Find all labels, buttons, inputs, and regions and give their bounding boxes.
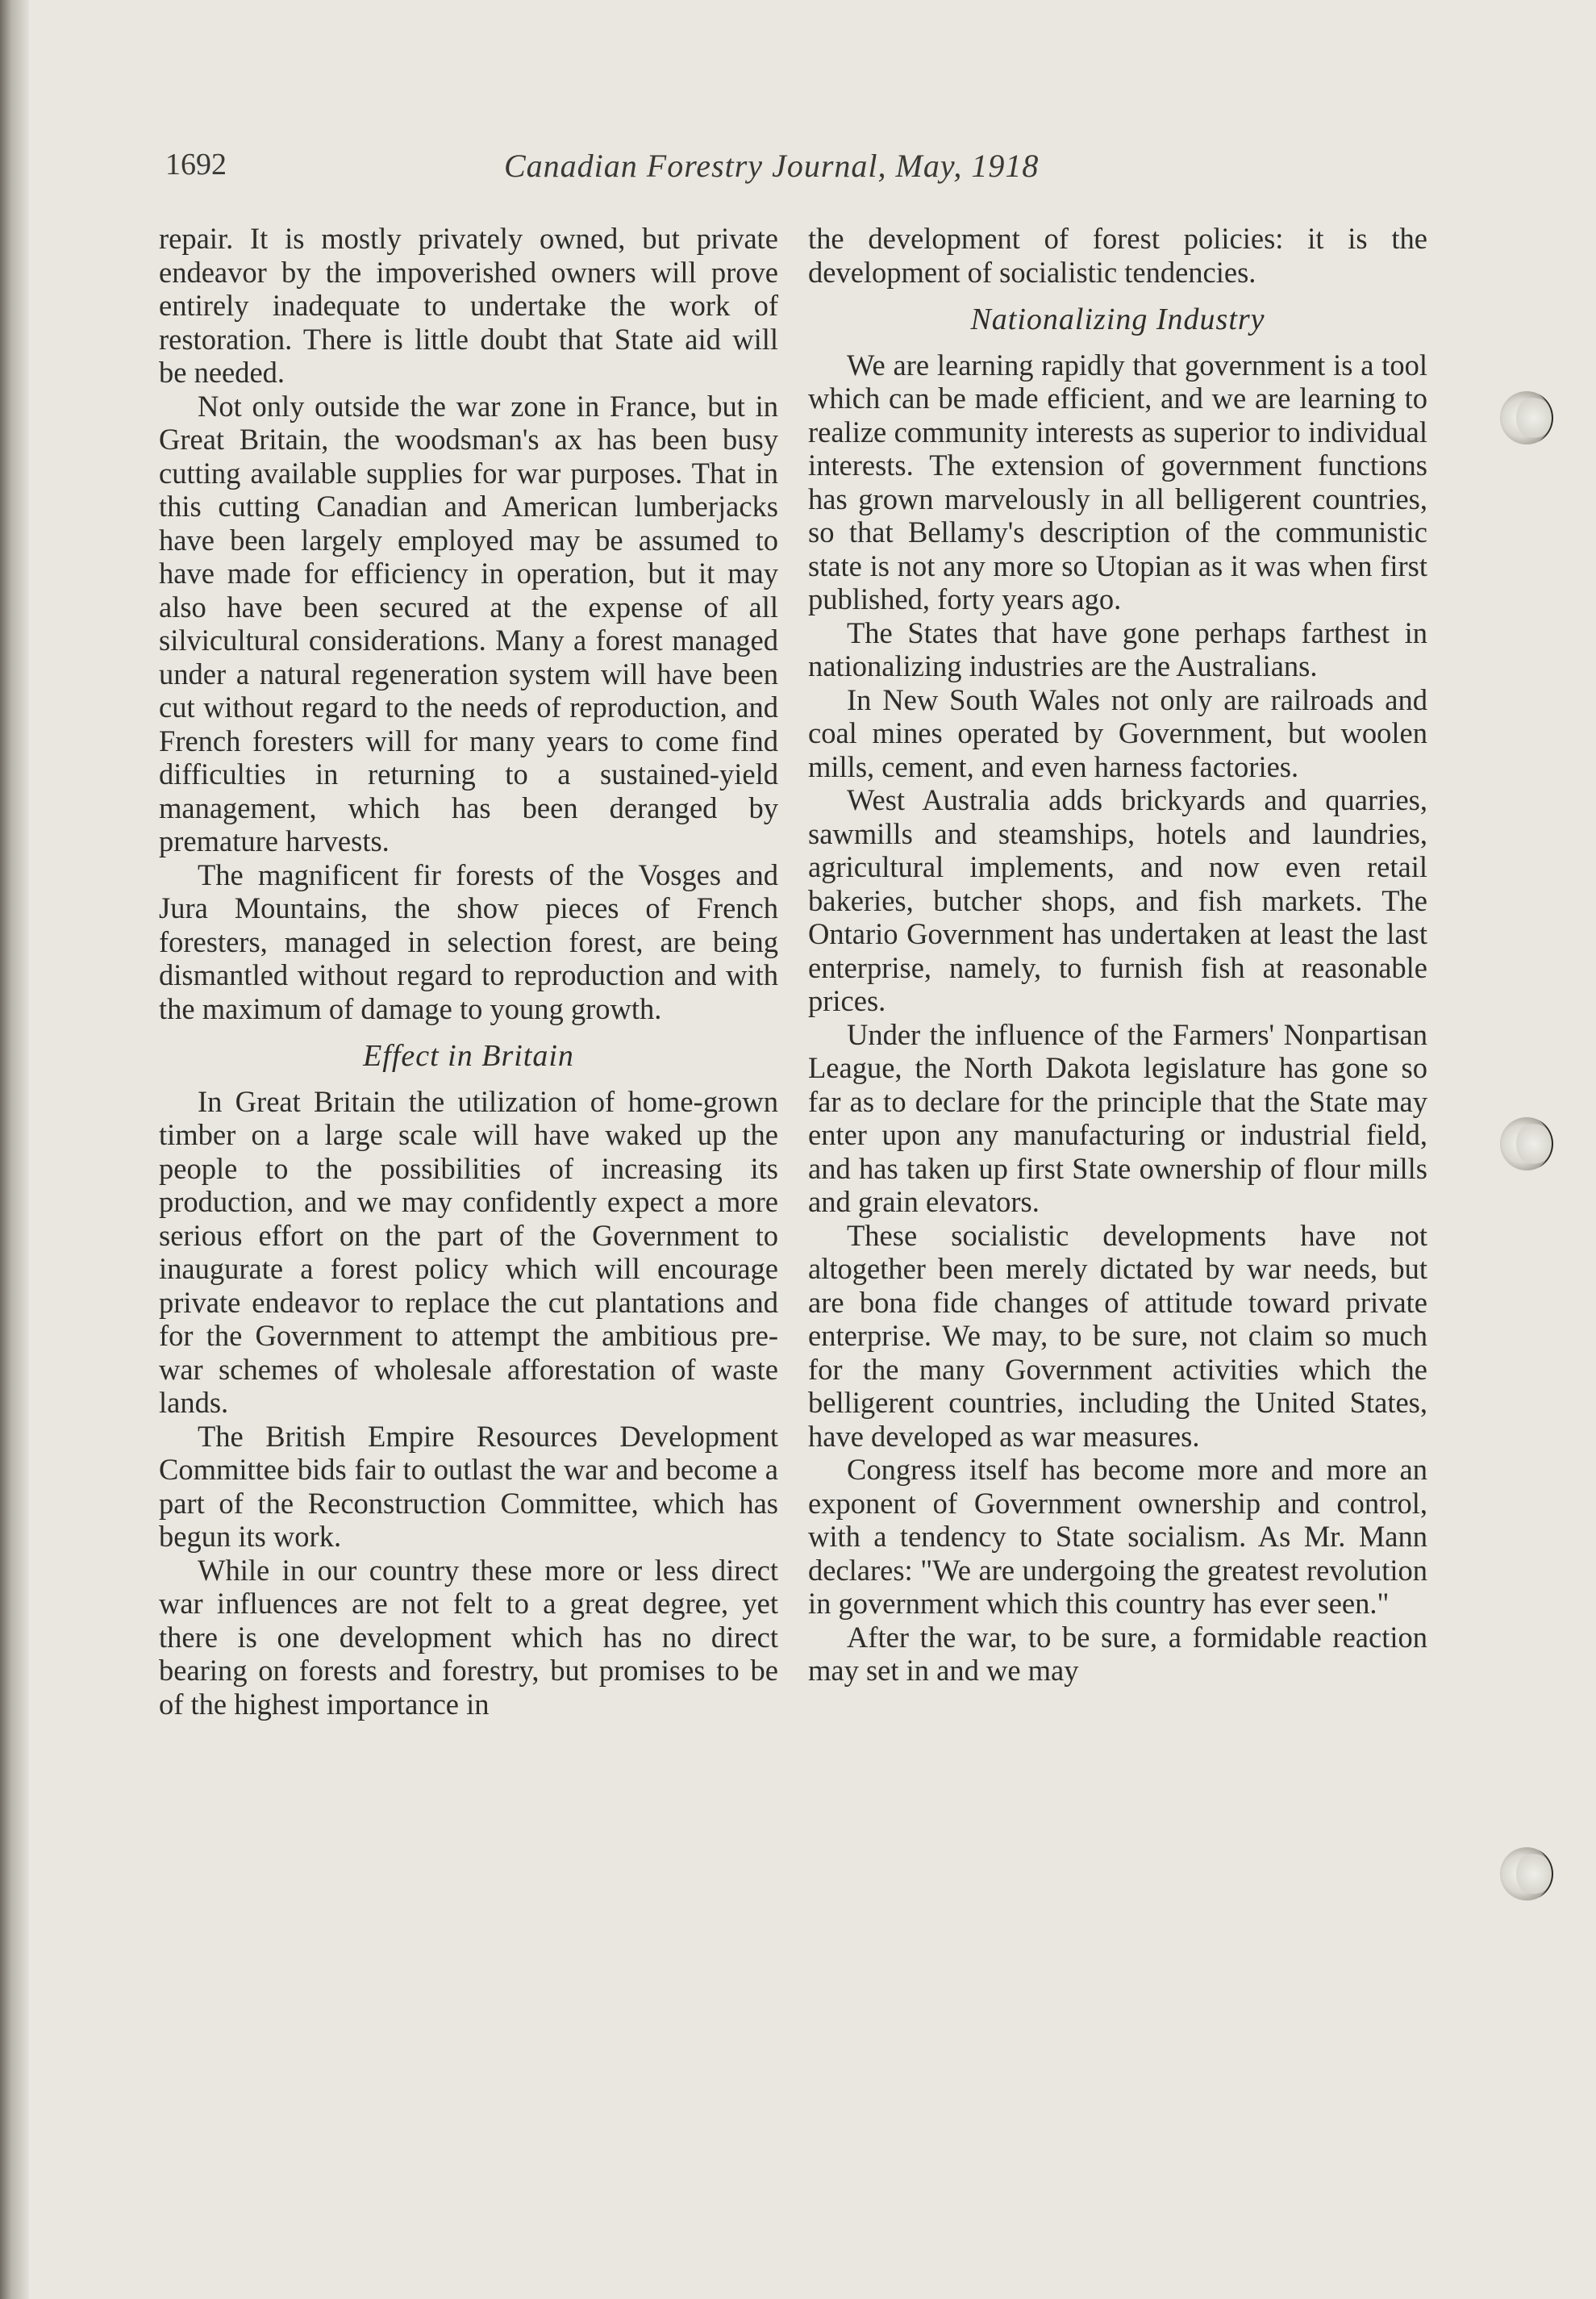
binder-hole-icon xyxy=(1500,1117,1553,1170)
paragraph: West Australia adds brickyards and quarries, sawmills and steamships, hotels and laundries, agricultural implements, and now even retail bakeries, butcher shops, and fish markets. The Ontario Government has undertaken at least the last enterprise, namely, to furnish fish at reasonable prices. xyxy=(808,783,1427,1017)
paragraph: The magnificent fir forests of the Vosges and Jura Mountains, the show pieces of French foresters, managed in selection forest, are being dismantled without regard to reproduction and with the maximum of damage to young growth. xyxy=(159,857,778,1025)
paragraph: The States that have gone perhaps farthest in nationalizing industries are the Australians. xyxy=(808,615,1427,682)
section-heading: Nationalizing Industry xyxy=(970,302,1265,336)
binder-hole-icon xyxy=(1500,1847,1553,1901)
paragraph: In Great Britain the utilization of home-grown timber on a large scale will have waked up the people to the possibilities of increasing its production, and we may confidently expect a more serious effort on the part of the Government to inaugurate a forest policy which will encourage private endeavor to replace the cut plantations and for the Government to attempt the ambitious pre-war schemes of wholesale afforestation of waste lands. xyxy=(159,1084,778,1419)
right-column xyxy=(808,222,1427,1688)
paragraph: These socialistic developments have not altogether been merely dictated by war needs, but are bona fide changes of attitude toward private enterprise. We may, to be sure, not claim so much for the many Government activities which the belligerent countries, including the United States, have developed as war measures. xyxy=(808,1218,1427,1453)
binder-hole-icon xyxy=(1500,391,1553,444)
paragraph: repair. It is mostly privately owned, but private endeavor by the impoverished owners will prove entirely inadequate to undertake the work of restoration. There is little doubt that State aid will be needed. xyxy=(159,222,778,389)
running-head: Canadian Forestry Journal, May, 1918 xyxy=(504,148,1040,184)
paragraph: Congress itself has become more and more an exponent of Government ownership and control, with a tendency to State socialism. As Mr. Mann declares: "We are undergoing the greatest revolution in government which this country has ever seen." xyxy=(808,1453,1427,1620)
left-column xyxy=(159,222,778,1721)
paragraph: We are learning rapidly that government is a tool which can be made efficient, and we are learning to realize community interests as superior to individual interests. The extension of government functions has grown marvelously in all belligerent countries, so that Bellamy's description of the communistic state is not any more so Utopian as it was when first published, forty years ago. xyxy=(808,348,1427,615)
page-number: 1692 xyxy=(165,148,227,182)
paragraph: Not only outside the war zone in France, but in Great Britain, the woodsman's ax has been busy cutting available supplies for war purposes. That in this cutting Canadian and American lumberjacks have been largely employed may be assumed to have made for efficiency in operation, but it may also have been secured at the expense of all silvicultural considerations. Many a forest managed under a natural regeneration system will have been cut without regard to the needs of reproduction, and French foresters will for many years to come find difficulties in returning to a sustained-yield management, which has been deranged by premature harvests. xyxy=(159,389,778,857)
paragraph: After the war, to be sure, a formidable reaction may set in and we may xyxy=(808,1620,1427,1687)
paragraph: The British Empire Resources Development Committee bids fair to outlast the war and become a part of the Reconstruction Committee, which has begun its work. xyxy=(159,1419,778,1553)
paragraph: While in our country these more or less direct war influences are not felt to a great degree, yet there is one development which has no direct bearing on forests and forestry, but promises to be of the highest importance in xyxy=(159,1553,778,1721)
paragraph: In New South Wales not only are railroads and coal mines operated by Government, but woolen mills, cement, and even harness factories. xyxy=(808,682,1427,783)
paragraph: the development of forest policies: it is the development of socialistic tendencies. xyxy=(808,222,1427,289)
page-edge-shadow xyxy=(0,0,29,2299)
section-heading: Effect in Britain xyxy=(363,1039,574,1073)
paragraph: Under the influence of the Farmers' Nonpartisan League, the North Dakota legislature has gone so far as to declare for the principle that the State may enter upon any manufacturing or industrial field, and has taken up first State ownership of flour mills and grain elevators. xyxy=(808,1017,1427,1218)
page-header xyxy=(165,147,1423,195)
